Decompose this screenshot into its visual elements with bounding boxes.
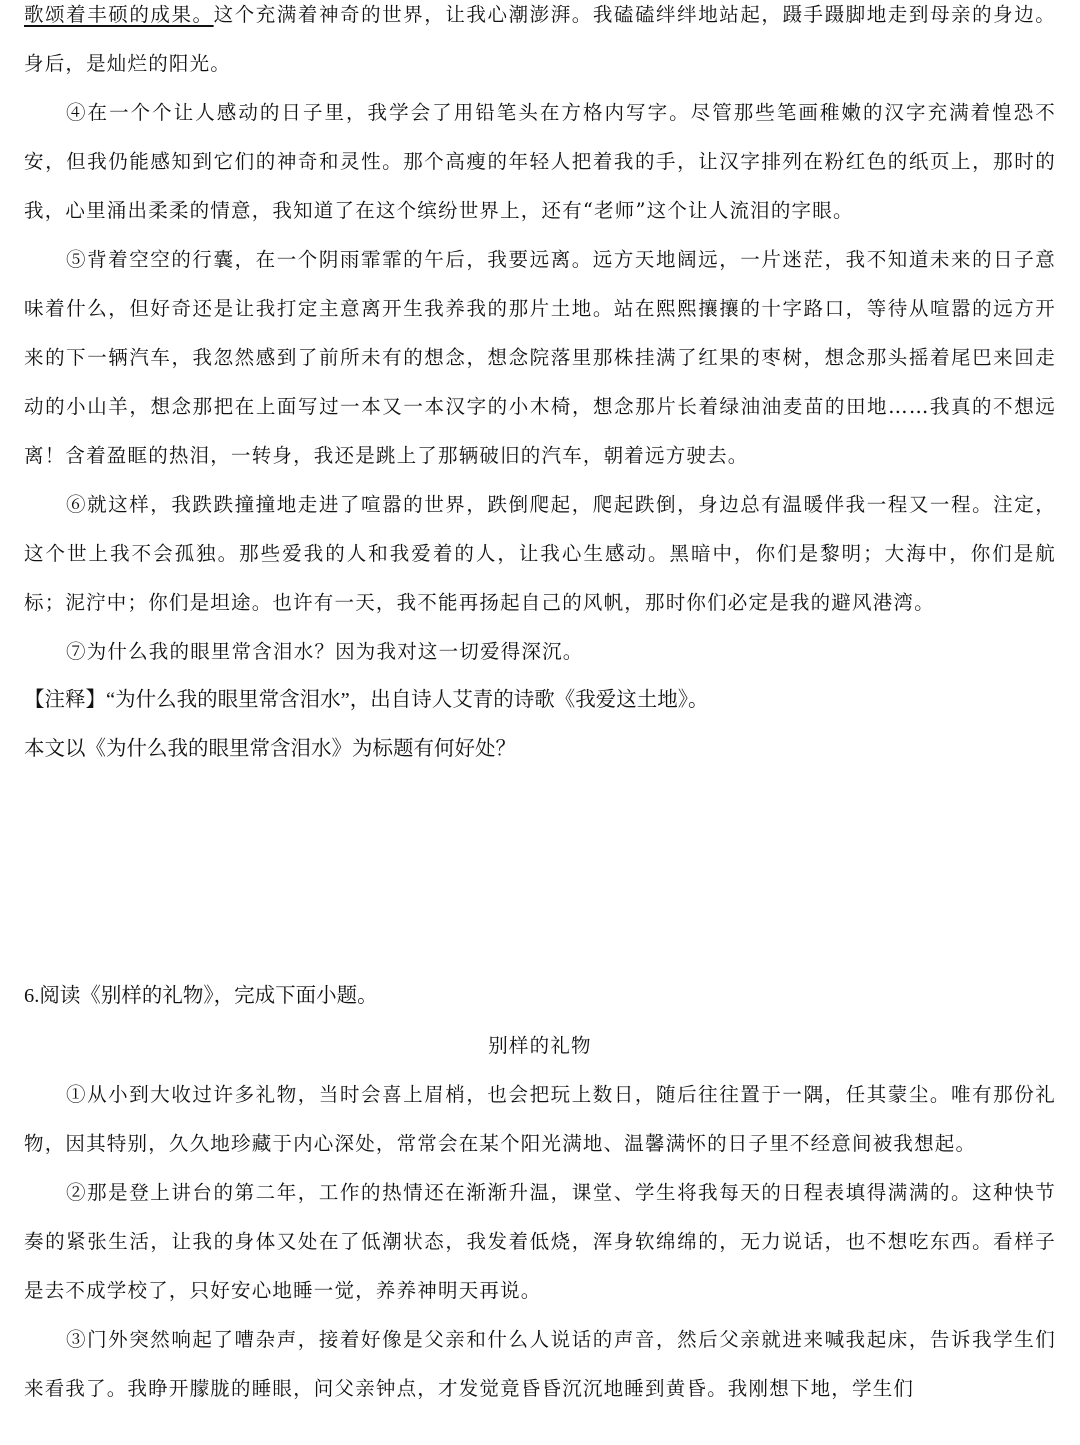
passage-title: 别样的礼物 bbox=[488, 1034, 592, 1057]
annotation-note: 【注释】“为什么我的眼里常含泪水”，出自诗人艾青的诗歌《我爱这土地》。 bbox=[24, 689, 709, 711]
paragraph-7: ⑦为什么我的眼里常含泪水？因为我对这一切爱得深沉。 bbox=[66, 640, 584, 663]
paragraph-5: ⑤背着空空的行囊，在一个阴雨霏霏的午后，我要远离。远方天地阔远，一片迷茫，我不知道未来的日子意味着什么，但好奇还是让我打定主意离开生我养我的那片土地。站在熙熙攘攘的十字路口，等待从喧嚣的远方开来的下一辆汽车，我忽然感到了前所未有的想念，想念院落里那株挂满了红果的枣树，想念那头摇着尾巴来回走动的小山羊，想念那把在上面写过一本又一本汉字的小木椅，想念那片长着绿油油麦苗的田地……我真的不想远离！含着盈眶的热泪，一转身，我还是跳上了那辆破旧的汽车，朝着远方驶去。 bbox=[24, 248, 1056, 467]
paragraph-4: ④在一个个让人感动的日子里，我学会了用铅笔头在方格内写字。尽管那些笔画稚嫩的汉字充满着惶恐不安，但我仍能感知到它们的神奇和灵性。那个高瘦的年轻人把着我的手，让汉字排列在粉红色的纸页上，那时的我，心里涌出柔柔的情意，我知道了在这个缤纷世界上，还有“老师”这个让人流泪的字眼。 bbox=[24, 101, 1056, 222]
question-6-prompt: 6.阅读《别样的礼物》，完成下面小题。 bbox=[24, 985, 378, 1007]
passage2-paragraph-1: ①从小到大收过许多礼物，当时会喜上眉梢，也会把玩上数日，随后往往置于一隅，任其蒙尘。唯有那份礼物，因其特别，久久地珍藏于内心深处，常常会在某个阳光满地、温馨满怀的日子里不经意间被我想起。 bbox=[24, 1083, 1056, 1155]
paragraph-6: ⑥就这样，我跌跌撞撞地走进了喧嚣的世界，跌倒爬起，爬起跌倒，身边总有温暖伴我一程又一程。注定，这个世上我不会孤独。那些爱我的人和我爱着的人，让我心生感动。黑暗中，你们是黎明；大海中，你们是航标；泥泞中；你们是坦途。也许有一天，我不能再扬起自己的风帆，那时你们必定是我的避风港湾。 bbox=[24, 493, 1056, 614]
underlined-sentence: 歌颂着丰硕的成果。 bbox=[24, 3, 214, 26]
paragraph-intro bbox=[0, 0, 1080, 88]
passage2-paragraph-2: ②那是登上讲台的第二年，工作的热情还在渐渐升温，课堂、学生将我每天的日程表填得满满的。这种快节奏的紧张生活，让我的身体又处在了低潮状态，我发着低烧，浑身软绵绵的，无力说话，也不想吃东西。看样子是去不成学校了，只好安心地睡一觉，养养神明天再说。 bbox=[24, 1181, 1056, 1302]
answer-space bbox=[0, 774, 1080, 972]
paragraph-intro-text: 这个充满着神奇的世界，让我心潮澎湃。我磕磕绊绊地站起，蹑手蹑脚地走到母亲的身边。身后，是灿烂的阳光。 bbox=[24, 3, 1056, 75]
question-text: 本文以《为什么我的眼里常含泪水》为标题有何好处？ bbox=[24, 738, 516, 760]
passage2-paragraph-3: ③门外突然响起了嘈杂声，接着好像是父亲和什么人说话的声音，然后父亲就进来喊我起床，告诉我学生们来看我了。我睁开朦胧的睡眼，问父亲钟点，才发觉竟昏昏沉沉地睡到黄昏。我刚想下地，学生们 bbox=[24, 1328, 1056, 1400]
